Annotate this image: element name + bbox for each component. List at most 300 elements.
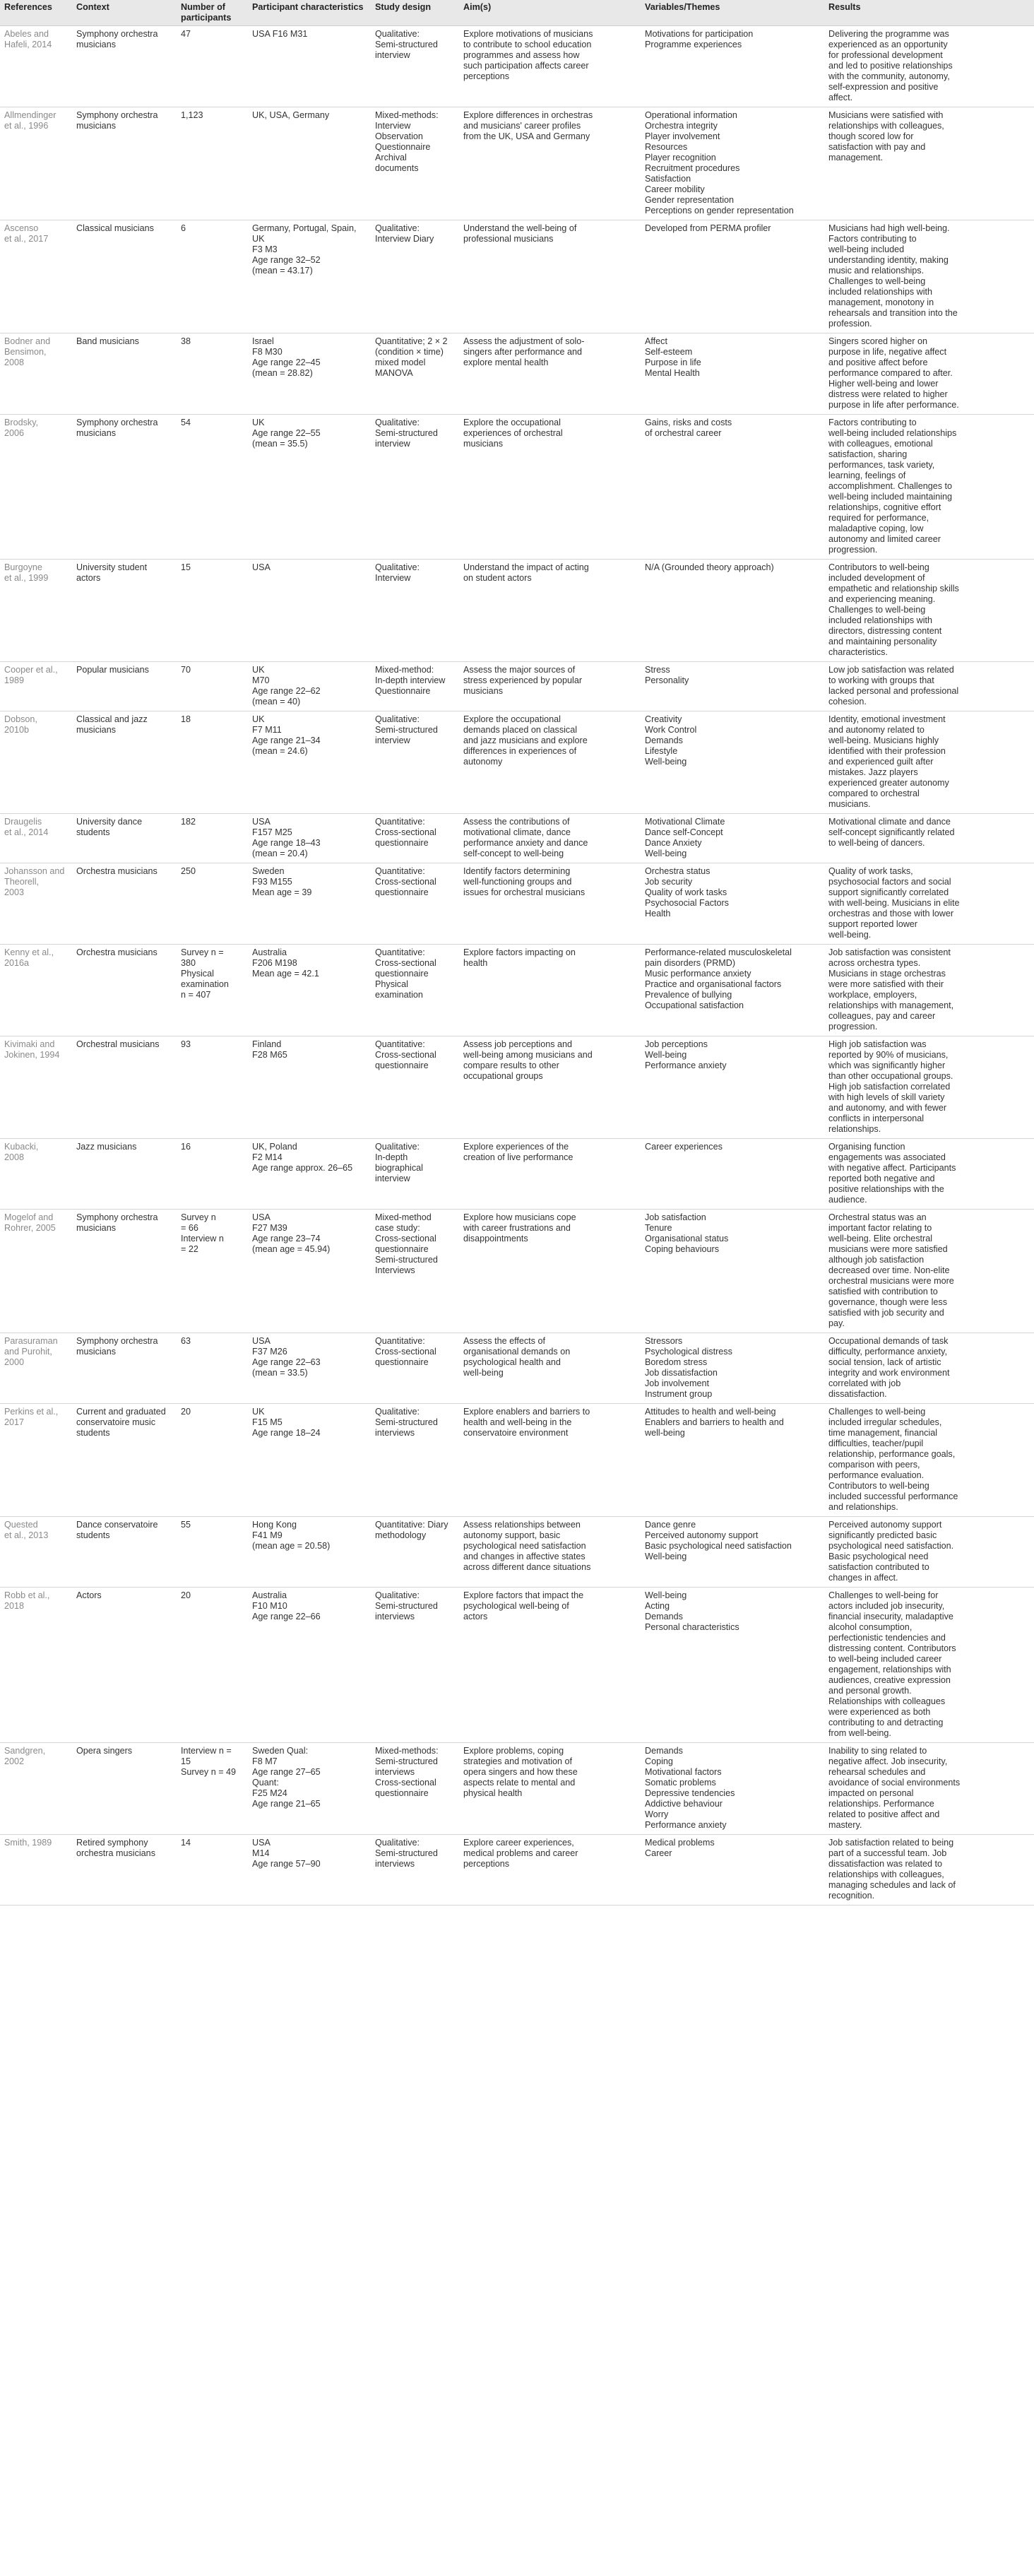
table-row bbox=[0, 333, 1034, 415]
cell-text-line: Higher well-being and lower bbox=[828, 379, 939, 389]
cell-text-line: 16 bbox=[181, 1142, 191, 1152]
cell-text-line: Cross-sectional bbox=[375, 827, 436, 837]
cell-text-line: well-being included bbox=[828, 244, 905, 254]
cell-text-line: Explore differences in orchestras bbox=[463, 110, 593, 120]
cell-text-line: Challenges to well-being for bbox=[828, 1590, 939, 1600]
cell-text-line: and autonomy related to bbox=[828, 725, 925, 735]
cell-text-line: were more satisfied with their bbox=[828, 979, 944, 989]
participant-characteristics-cell bbox=[248, 1404, 371, 1517]
results-cell bbox=[824, 1588, 1034, 1743]
cell-text-line: governance, though were less bbox=[828, 1297, 948, 1307]
cell-text-line: Age range 23–74 bbox=[252, 1234, 321, 1243]
cell-text-line: Psychological distress bbox=[645, 1347, 732, 1357]
cell-text-line: Assess the effects of bbox=[463, 1336, 545, 1346]
results-cell bbox=[824, 662, 1034, 711]
cell-text-line: of orchestral career bbox=[645, 428, 722, 438]
cell-text-line: Mean age = 42.1 bbox=[252, 969, 319, 979]
cell-text-line: Age range 18–43 bbox=[252, 838, 321, 848]
table-row bbox=[0, 814, 1034, 863]
cell-text-line: maladaptive coping, low bbox=[828, 524, 924, 533]
participants-count-cell bbox=[177, 107, 248, 220]
participants-count-cell bbox=[177, 814, 248, 863]
cell-text-line: Basic psychological need satisfaction bbox=[645, 1541, 792, 1551]
cell-text-line: Satisfaction bbox=[645, 174, 691, 184]
cell-text-line: Cross-sectional bbox=[375, 1778, 436, 1788]
cell-text-line: Creativity bbox=[645, 714, 682, 724]
cell-text-line: audiences, creative expression bbox=[828, 1675, 951, 1685]
cell-text-line: psychological need satisfaction. bbox=[828, 1541, 954, 1551]
cell-text-line: Questionnaire bbox=[375, 686, 431, 696]
cell-text-line: Quantitative: bbox=[375, 1336, 425, 1346]
cell-text-line: Assess job perceptions and bbox=[463, 1039, 573, 1049]
cell-text-line: et al., 1999 bbox=[4, 573, 49, 583]
cell-text-line: empathetic and relationship skills bbox=[828, 584, 959, 593]
cell-text-line: Delivering the programme was bbox=[828, 29, 949, 39]
cell-text-line: distressing content. Contributors bbox=[828, 1643, 956, 1653]
cell-text-line: F93 M155 bbox=[252, 877, 292, 887]
participant-characteristics-cell bbox=[248, 1743, 371, 1835]
cell-text-line: Qualitative: bbox=[375, 1142, 420, 1152]
cell-text-line: Performance-related musculoskeletal bbox=[645, 947, 792, 957]
participants-count-cell bbox=[177, 1139, 248, 1210]
cell-text-line: included irregular schedules, bbox=[828, 1417, 942, 1427]
cell-text-line: perfectionistic tendencies and bbox=[828, 1633, 946, 1643]
cell-text-line: explore mental health bbox=[463, 358, 549, 367]
cell-text-line: to contribute to school education bbox=[463, 40, 592, 49]
cell-text-line: strategies and motivation of bbox=[463, 1756, 573, 1766]
cell-text-line: to well-being of dancers. bbox=[828, 838, 925, 848]
results-cell bbox=[824, 711, 1034, 814]
cell-text-line: Practice and organisational factors bbox=[645, 979, 782, 989]
reference-cell bbox=[0, 107, 72, 220]
cell-text-line: and positive affect before bbox=[828, 358, 928, 367]
cell-text-line: and changes in affective states bbox=[463, 1552, 586, 1561]
cell-text-line: musicians bbox=[463, 686, 503, 696]
cell-text-line: Germany, Portugal, Spain, UK bbox=[252, 223, 357, 244]
cell-text-line: questionnaire bbox=[375, 1357, 429, 1367]
cell-text-line: Career mobility bbox=[645, 184, 705, 194]
cell-text-line: included successful performance bbox=[828, 1491, 958, 1501]
cell-text-line: Theorell, bbox=[4, 877, 39, 887]
study-design-cell bbox=[371, 1743, 459, 1835]
cell-text-line: Kenny et al., bbox=[4, 947, 54, 957]
cell-text-line: Semi-structured bbox=[375, 725, 438, 735]
cell-text-line: Contributors to well-being bbox=[828, 1481, 929, 1491]
cell-text-line: Understand the well-being of bbox=[463, 223, 577, 233]
cell-text-line: Actors bbox=[76, 1590, 102, 1600]
table-row bbox=[0, 1036, 1034, 1139]
study-design-cell bbox=[371, 814, 459, 863]
cell-text-line: Demands bbox=[645, 1746, 683, 1756]
context-cell bbox=[72, 1404, 177, 1517]
cell-text-line: Well-being bbox=[645, 1590, 687, 1600]
cell-text-line: 14 bbox=[181, 1838, 191, 1848]
participants-count-cell bbox=[177, 1333, 248, 1404]
cell-text-line: well-being among musicians and bbox=[463, 1050, 593, 1060]
cell-text-line: musicians were more satisfied bbox=[828, 1244, 948, 1254]
cell-text-line: part of a successful team. Job bbox=[828, 1848, 947, 1858]
reference-cell bbox=[0, 1835, 72, 1906]
cell-text-line: musicians bbox=[76, 40, 116, 49]
variables-themes-cell bbox=[641, 945, 824, 1036]
cell-text-line: F8 M30 bbox=[252, 347, 283, 357]
cell-text-line: managing schedules and lack of bbox=[828, 1880, 956, 1890]
cell-text-line: Qualitative: bbox=[375, 1590, 420, 1600]
cell-text-line: though scored low for bbox=[828, 131, 914, 141]
cell-text-line: relationships with colleagues, bbox=[828, 1869, 944, 1879]
cell-text-line: alcohol consumption, bbox=[828, 1622, 913, 1632]
cell-text-line: Burgoyne bbox=[4, 562, 42, 572]
cell-text-line: on student actors bbox=[463, 573, 532, 583]
cell-text-line: Job involvement bbox=[645, 1378, 710, 1388]
table-row bbox=[0, 1743, 1034, 1835]
aims-cell bbox=[459, 1036, 641, 1139]
results-cell bbox=[824, 1743, 1034, 1835]
cell-text-line: which was significantly higher bbox=[828, 1060, 946, 1070]
variables-themes-cell bbox=[641, 107, 824, 220]
variables-themes-cell bbox=[641, 662, 824, 711]
cell-text-line: Affect bbox=[645, 336, 667, 346]
cell-text-line: 2008 bbox=[4, 1152, 25, 1162]
cell-text-line: relationships. bbox=[828, 1124, 881, 1134]
context-cell bbox=[72, 26, 177, 107]
cell-text-line: Orchestra integrity bbox=[645, 121, 718, 131]
table-row bbox=[0, 662, 1034, 711]
participants-count-cell bbox=[177, 1404, 248, 1517]
variables-themes-cell bbox=[641, 1139, 824, 1210]
variables-themes-cell bbox=[641, 333, 824, 415]
cell-text-line: conflicts in interpersonal bbox=[828, 1113, 925, 1123]
cell-text-line: Well-being bbox=[645, 1552, 687, 1561]
cell-text-line: Acting bbox=[645, 1601, 670, 1611]
cell-text-line: Qualitative: bbox=[375, 714, 420, 724]
study-design-cell bbox=[371, 107, 459, 220]
table-body bbox=[0, 26, 1034, 1906]
cell-text-line: USA F16 M31 bbox=[252, 29, 308, 39]
cell-text-line: Mixed-methods: bbox=[375, 1746, 439, 1756]
cell-text-line: N/A (Grounded theory approach) bbox=[645, 562, 774, 572]
participant-characteristics-cell bbox=[248, 1036, 371, 1139]
cell-text-line: Player involvement bbox=[645, 131, 720, 141]
column-header: References bbox=[0, 0, 72, 26]
cell-text-line: Physical bbox=[181, 969, 214, 979]
cell-text-line: Boredom stress bbox=[645, 1357, 708, 1367]
cell-text-line: Explore career experiences, bbox=[463, 1838, 574, 1848]
cell-text-line: occupational groups bbox=[463, 1071, 543, 1081]
cell-text-line: and musicians' career profiles bbox=[463, 121, 581, 131]
cell-text-line: reported by 90% of musicians, bbox=[828, 1050, 949, 1060]
cell-text-line: USA bbox=[252, 562, 271, 572]
context-cell bbox=[72, 1517, 177, 1588]
cell-text-line: to well-being included career bbox=[828, 1654, 942, 1664]
cell-text-line: Orchestra status bbox=[645, 866, 711, 876]
cell-text-line: Challenges to well-being bbox=[828, 605, 926, 615]
study-design-cell bbox=[371, 1139, 459, 1210]
cell-text-line: Operational information bbox=[645, 110, 737, 120]
cell-text-line: Qualitative: bbox=[375, 1407, 420, 1417]
cell-text-line: stress experienced by popular bbox=[463, 675, 583, 685]
cell-text-line: dissatisfaction. bbox=[828, 1389, 887, 1399]
results-cell bbox=[824, 1333, 1034, 1404]
cell-text-line: and relationships. bbox=[828, 1502, 898, 1512]
participants-count-cell bbox=[177, 1588, 248, 1743]
cell-text-line: Quantitative: bbox=[375, 947, 425, 957]
cell-text-line: Cross-sectional bbox=[375, 1234, 436, 1243]
column-header: Results bbox=[824, 0, 1034, 26]
cell-text-line: n = 407 bbox=[181, 990, 211, 1000]
cell-text-line: Job satisfaction bbox=[645, 1212, 706, 1222]
cell-text-line: F27 M39 bbox=[252, 1223, 287, 1233]
cell-text-line: Performance anxiety bbox=[645, 1060, 727, 1070]
cell-text-line: creation of live performance bbox=[463, 1152, 574, 1162]
context-cell bbox=[72, 711, 177, 814]
cell-text-line: Quant: bbox=[252, 1778, 279, 1788]
cell-text-line: 93 bbox=[181, 1039, 191, 1049]
study-design-cell bbox=[371, 415, 459, 560]
cell-text-line: methodology bbox=[375, 1530, 427, 1540]
cell-text-line: were experienced as both bbox=[828, 1707, 931, 1717]
cell-text-line: Interview Diary bbox=[375, 234, 434, 244]
cell-text-line: Health bbox=[645, 909, 671, 918]
cell-text-line: actors included job insecurity, bbox=[828, 1601, 945, 1611]
cell-text-line: Explore enablers and barriers to bbox=[463, 1407, 590, 1417]
cell-text-line: Bensimon, bbox=[4, 347, 47, 357]
cell-text-line: and Purohit, bbox=[4, 1347, 52, 1357]
cell-text-line: learning, feelings of bbox=[828, 471, 906, 480]
cell-text-line: Demands bbox=[645, 735, 683, 745]
reference-cell bbox=[0, 1139, 72, 1210]
study-design-cell bbox=[371, 662, 459, 711]
cell-text-line: Orchestral musicians bbox=[76, 1039, 160, 1049]
variables-themes-cell bbox=[641, 1588, 824, 1743]
cell-text-line: difficulties, teacher/pupil bbox=[828, 1438, 924, 1448]
cell-text-line: Quantitative: bbox=[375, 866, 425, 876]
cell-text-line: 380 bbox=[181, 958, 196, 968]
cell-text-line: Career experiences bbox=[645, 1142, 723, 1152]
cell-text-line: orchestra musicians bbox=[76, 1848, 155, 1858]
cell-text-line: progression. bbox=[828, 1022, 878, 1032]
cell-text-line: pain disorders (PRMD) bbox=[645, 958, 736, 968]
cell-text-line: USA bbox=[252, 1838, 271, 1848]
aims-cell bbox=[459, 1404, 641, 1517]
cell-text-line: Stressors bbox=[645, 1336, 683, 1346]
cell-text-line: changes in affect. bbox=[828, 1573, 898, 1583]
reference-cell bbox=[0, 662, 72, 711]
cell-text-line: Well-being bbox=[645, 849, 687, 858]
cell-text-line: et al., 1996 bbox=[4, 121, 49, 131]
cell-text-line: Resources bbox=[645, 142, 688, 152]
study-design-cell bbox=[371, 1210, 459, 1333]
cell-text-line: USA bbox=[252, 1212, 271, 1222]
results-cell bbox=[824, 415, 1034, 560]
cell-text-line: 1,123 bbox=[181, 110, 203, 120]
cell-text-line: Perceptions on gender representation bbox=[645, 206, 794, 215]
aims-cell bbox=[459, 415, 641, 560]
participants-count-cell bbox=[177, 560, 248, 662]
reference-cell bbox=[0, 814, 72, 863]
cell-text-line: autonomy support, basic bbox=[463, 1530, 561, 1540]
cell-text-line: Semi-structured bbox=[375, 428, 438, 438]
context-cell bbox=[72, 1835, 177, 1906]
participant-characteristics-cell bbox=[248, 662, 371, 711]
variables-themes-cell bbox=[641, 560, 824, 662]
table-header-row bbox=[0, 0, 1034, 26]
cell-text-line: well-functioning groups and bbox=[463, 877, 572, 887]
cell-text-line: management. bbox=[828, 153, 884, 163]
cell-text-line: Medical problems bbox=[645, 1838, 715, 1848]
variables-themes-cell bbox=[641, 814, 824, 863]
cell-text-line: Quantitative: bbox=[375, 817, 425, 827]
study-design-cell bbox=[371, 945, 459, 1036]
cell-text-line: F28 M65 bbox=[252, 1050, 287, 1060]
aims-cell bbox=[459, 220, 641, 333]
aims-cell bbox=[459, 560, 641, 662]
cell-text-line: Personality bbox=[645, 675, 689, 685]
participant-characteristics-cell bbox=[248, 107, 371, 220]
cell-text-line: Occupational demands of task bbox=[828, 1336, 949, 1346]
cell-text-line: Age range 22–62 bbox=[252, 686, 321, 696]
cell-text-line: experiences of orchestral bbox=[463, 428, 563, 438]
cell-text-line: Inability to sing related to bbox=[828, 1746, 927, 1756]
cell-text-line: Current and graduated bbox=[76, 1407, 166, 1417]
cell-text-line: related to positive affect and bbox=[828, 1809, 940, 1819]
cell-text-line: students bbox=[76, 1428, 110, 1438]
cell-text-line: interviews bbox=[375, 1428, 415, 1438]
aims-cell bbox=[459, 1139, 641, 1210]
cell-text-line: musicians bbox=[463, 439, 503, 449]
cell-text-line: impacted on personal bbox=[828, 1788, 914, 1798]
cell-text-line: Kivimaki and bbox=[4, 1039, 55, 1049]
cell-text-line: Jokinen, 1994 bbox=[4, 1050, 60, 1060]
results-cell bbox=[824, 333, 1034, 415]
study-design-cell bbox=[371, 1588, 459, 1743]
cell-text-line: F25 M24 bbox=[252, 1788, 287, 1798]
cell-text-line: Rohrer, 2005 bbox=[4, 1223, 56, 1233]
cell-text-line: workplace, employers, bbox=[828, 990, 917, 1000]
context-cell bbox=[72, 945, 177, 1036]
cell-text-line: Self-esteem bbox=[645, 347, 693, 357]
cell-text-line: Developed from PERMA profiler bbox=[645, 223, 771, 233]
study-design-cell bbox=[371, 1517, 459, 1588]
cell-text-line: 250 bbox=[181, 866, 196, 876]
cell-text-line: Bodner and bbox=[4, 336, 51, 346]
cell-text-line: 1989 bbox=[4, 675, 25, 685]
cell-text-line: 63 bbox=[181, 1336, 191, 1346]
variables-themes-cell bbox=[641, 1210, 824, 1333]
cell-text-line: (mean = 28.82) bbox=[252, 368, 313, 378]
cell-text-line: Job satisfaction was consistent bbox=[828, 947, 951, 957]
cell-text-line: Quantitative; 2 × 2 bbox=[375, 336, 448, 346]
participants-count-cell bbox=[177, 711, 248, 814]
cell-text-line: and personal growth. bbox=[828, 1686, 912, 1696]
cell-text-line: Brodsky, bbox=[4, 418, 39, 427]
cell-text-line: conservatoire environment bbox=[463, 1428, 569, 1438]
study-design-cell bbox=[371, 220, 459, 333]
cell-text-line: questionnaire bbox=[375, 1788, 429, 1798]
cell-text-line: questionnaire bbox=[375, 1060, 429, 1070]
cell-text-line: profession. bbox=[828, 319, 872, 329]
table-row bbox=[0, 1139, 1034, 1210]
cell-text-line: Interview n = 15 bbox=[181, 1746, 232, 1766]
cell-text-line: USA bbox=[252, 1336, 271, 1346]
aims-cell bbox=[459, 1588, 641, 1743]
cell-text-line: Popular musicians bbox=[76, 665, 149, 675]
cell-text-line: psychological health and bbox=[463, 1357, 561, 1367]
cell-text-line: negative affect. Job insecurity, bbox=[828, 1756, 948, 1766]
cell-text-line: Explore factors that impact the bbox=[463, 1590, 584, 1600]
cell-text-line: (mean age = 20.58) bbox=[252, 1541, 331, 1551]
cell-text-line: Assess the contributions of bbox=[463, 817, 570, 827]
column-header: Study design bbox=[371, 0, 459, 26]
results-cell bbox=[824, 863, 1034, 945]
cell-text-line: Age range 32–52 bbox=[252, 255, 321, 265]
cell-text-line: orchestral musicians were more bbox=[828, 1276, 954, 1286]
cell-text-line: 18 bbox=[181, 714, 191, 724]
cell-text-line: musicians bbox=[76, 725, 116, 735]
context-cell bbox=[72, 1139, 177, 1210]
cell-text-line: Dance genre bbox=[645, 1520, 696, 1530]
study-design-cell bbox=[371, 1835, 459, 1906]
cell-text-line: F15 M5 bbox=[252, 1417, 283, 1427]
cell-text-line: Occupational satisfaction bbox=[645, 1000, 744, 1010]
cell-text-line: 182 bbox=[181, 817, 196, 827]
reference-cell bbox=[0, 711, 72, 814]
participant-characteristics-cell bbox=[248, 863, 371, 945]
cell-text-line: Hong Kong bbox=[252, 1520, 297, 1530]
cell-text-line: Survey n = bbox=[181, 947, 224, 957]
cell-text-line: progression. bbox=[828, 545, 878, 555]
cell-text-line: Age range 22–66 bbox=[252, 1612, 321, 1621]
participant-characteristics-cell bbox=[248, 1835, 371, 1906]
variables-themes-cell bbox=[641, 415, 824, 560]
cell-text-line: 2010b bbox=[4, 725, 30, 735]
cell-text-line: 47 bbox=[181, 29, 191, 39]
cell-text-line: Quality of work tasks bbox=[645, 887, 727, 897]
cell-text-line: Somatic problems bbox=[645, 1778, 716, 1788]
cell-text-line: with career frustrations and bbox=[463, 1223, 571, 1233]
cell-text-line: psychological well-being of bbox=[463, 1601, 569, 1611]
cell-text-line: 6 bbox=[181, 223, 186, 233]
aims-cell bbox=[459, 1517, 641, 1588]
cell-text-line: compared to orchestral bbox=[828, 788, 920, 798]
cell-text-line: Age range 57–90 bbox=[252, 1859, 321, 1869]
cell-text-line: financial insecurity, maladaptive bbox=[828, 1612, 953, 1621]
cell-text-line: F2 M14 bbox=[252, 1152, 283, 1162]
cell-text-line: Mixed-method: bbox=[375, 665, 434, 675]
cell-text-line: actors bbox=[76, 573, 101, 583]
cell-text-line: motivational climate, dance bbox=[463, 827, 571, 837]
cell-text-line: than other occupational groups. bbox=[828, 1071, 953, 1081]
cell-text-line: Understand the impact of acting bbox=[463, 562, 589, 572]
cell-text-line: dissatisfaction was related to bbox=[828, 1859, 943, 1869]
cell-text-line: Tenure bbox=[645, 1223, 672, 1233]
participant-characteristics-cell bbox=[248, 333, 371, 415]
cell-text-line: included relationships with bbox=[828, 287, 933, 297]
cell-text-line: self-expression and positive bbox=[828, 82, 939, 92]
cell-text-line: medical problems and career bbox=[463, 1848, 578, 1858]
cell-text-line: Israel bbox=[252, 336, 274, 346]
participant-characteristics-cell bbox=[248, 1517, 371, 1588]
cell-text-line: Ascenso bbox=[4, 223, 39, 233]
cell-text-line: Interview bbox=[375, 573, 411, 583]
cell-text-line: Orchestra musicians bbox=[76, 947, 158, 957]
cell-text-line: and experienced guilt after bbox=[828, 757, 934, 767]
cell-text-line: Dance conservatoire bbox=[76, 1520, 158, 1530]
cell-text-line: (mean = 43.17) bbox=[252, 266, 313, 276]
cell-text-line: relationships, cognitive effort bbox=[828, 502, 941, 512]
cell-text-line: MANOVA bbox=[375, 368, 413, 378]
cell-text-line: interview bbox=[375, 1174, 410, 1183]
